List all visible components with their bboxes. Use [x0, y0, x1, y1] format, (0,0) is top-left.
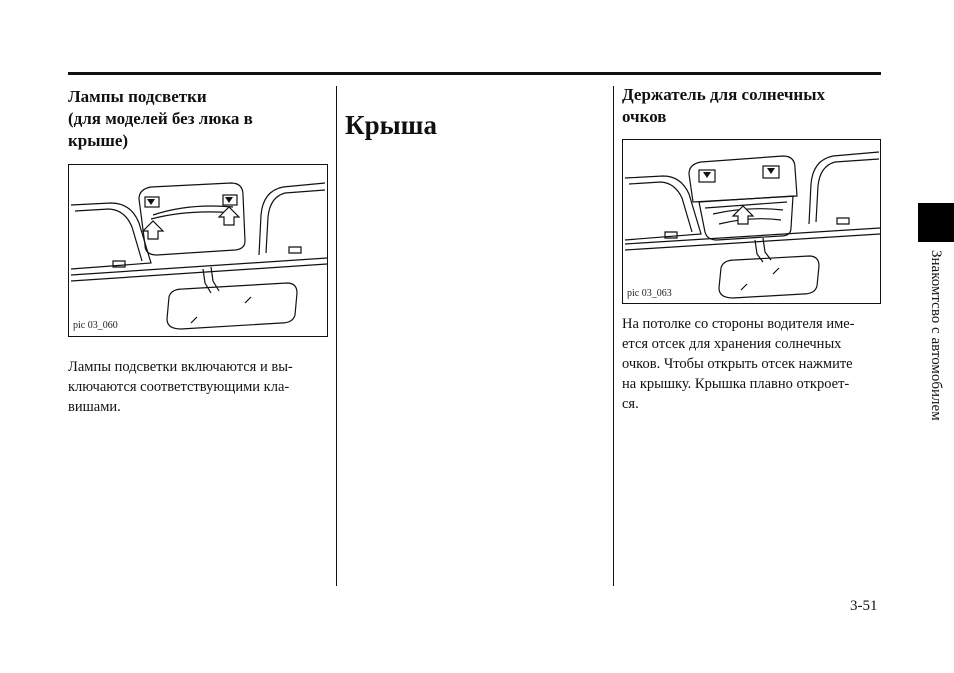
- body-line: ется отсек для хранения солнечных: [622, 336, 842, 352]
- left-section-heading: [68, 86, 253, 152]
- column-divider-right: [613, 86, 614, 586]
- column-divider-left: [336, 86, 337, 586]
- body-line: Лампы подсветки включаются и вы-: [68, 359, 293, 375]
- body-line: ключаются соответствующими кла-: [68, 379, 290, 395]
- top-rule: [68, 72, 881, 75]
- interior-lamps-illustration: [69, 165, 327, 336]
- section-title-roof: Крыша: [345, 110, 437, 140]
- page-number: 3-51: [850, 598, 878, 614]
- body-line: На потолке со стороны водителя име-: [622, 316, 855, 332]
- right-section-heading: [622, 84, 825, 128]
- heading-line: Держатель для солнечных: [622, 85, 825, 104]
- chapter-label: Знакомтсво с автомобилем: [928, 250, 944, 421]
- figure-interior-lamps: [68, 164, 328, 337]
- heading-line: Лампы подсветки: [68, 87, 207, 106]
- figure-label: pic 03_063: [627, 288, 672, 299]
- right-body-text: [622, 314, 855, 414]
- figure-label: pic 03_060: [73, 320, 118, 331]
- body-line: ся.: [622, 396, 639, 412]
- body-line: на крышку. Крышка плавно откроет-: [622, 376, 850, 392]
- body-line: очков. Чтобы открыть отсек нажмите: [622, 356, 853, 372]
- heading-line: очков: [622, 107, 667, 126]
- sunglasses-holder-illustration: [623, 140, 880, 303]
- chapter-tab-marker: [918, 203, 954, 242]
- heading-line: крыше): [68, 131, 129, 150]
- figure-sunglasses-holder: [622, 139, 881, 304]
- body-line: вишами.: [68, 399, 121, 415]
- heading-line: (для моделей без люка в: [68, 109, 253, 128]
- left-body-text: [68, 357, 293, 417]
